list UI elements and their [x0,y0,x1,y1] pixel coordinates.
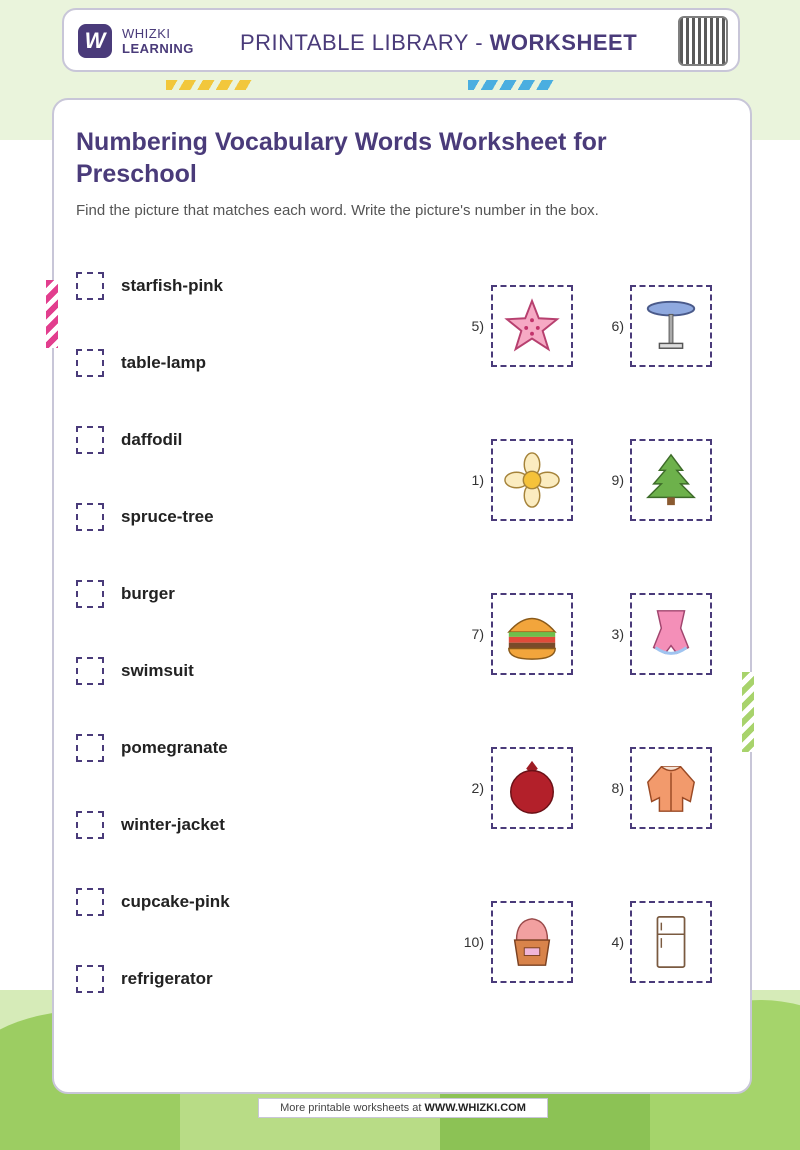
answer-box[interactable] [76,426,104,454]
footer-link[interactable]: WWW.WHIZKI.COM [424,1102,526,1114]
answer-box[interactable] [76,349,104,377]
brand-line2: LEARNING [122,41,194,56]
picture-number: 5) [471,318,484,334]
pink-side-stripes [46,280,58,348]
vocabulary-word: starfish-pink [121,276,224,295]
picture-number: 9) [611,472,624,488]
picture-number: 10) [463,934,484,950]
picture-number: 1) [471,472,484,488]
vocabulary-word: burger [121,584,175,603]
answer-box[interactable] [76,272,104,300]
footer-note [258,1098,548,1118]
picture-card [491,439,573,521]
footer-prefix: More printable worksheets at [280,1102,425,1114]
answer-box[interactable] [76,811,104,839]
answer-box[interactable] [76,965,104,993]
worksheet-instructions: Find the picture that matches each word. Write the picture's number in the box. [76,202,599,219]
green-side-stripes [742,672,754,752]
picture-card [491,901,573,983]
refrigerator-icon [642,913,700,971]
answer-box[interactable] [76,734,104,762]
vocabulary-word: refrigerator [121,969,213,988]
swimsuit-icon [642,605,700,663]
vocabulary-word: table-lamp [121,353,207,372]
brand-name [122,26,194,56]
picture-number: 6) [611,318,624,334]
picture-number: 4) [611,934,624,950]
answer-box[interactable] [76,503,104,531]
picture-card [630,901,712,983]
brand-line1: WHIZKI [122,26,171,41]
picture-card [630,439,712,521]
cupcake-icon [503,913,561,971]
picture-card [491,285,573,367]
winter-jacket-icon [642,759,700,817]
starfish-icon [503,297,561,355]
header-card [62,8,740,72]
picture-number: 8) [611,780,624,796]
vocabulary-word: winter-jacket [121,815,225,834]
burger-icon [503,605,561,663]
answer-box[interactable] [76,580,104,608]
whizki-logo[interactable]: W [78,24,112,58]
picture-card [630,593,712,675]
library-prefix: PRINTABLE LIBRARY - [240,30,490,55]
vocabulary-word: swimsuit [121,661,194,680]
picture-number: 3) [611,626,624,642]
answer-box[interactable] [76,657,104,685]
vocabulary-word: spruce-tree [121,507,214,526]
picture-card [491,593,573,675]
yellow-stripes [166,80,252,90]
blue-stripes [468,80,554,90]
library-title [240,30,637,56]
library-bold: WORKSHEET [489,30,638,55]
worksheet-title: Numbering Vocabulary Words Worksheet for Preschool [76,128,607,188]
picture-number: 7) [471,626,484,642]
picture-number: 2) [471,780,484,796]
daffodil-icon [503,451,561,509]
pomegranate-icon [503,759,561,817]
vocabulary-word: cupcake-pink [121,892,230,911]
picture-card [630,285,712,367]
table-lamp-icon [642,297,700,355]
picture-card [491,747,573,829]
answer-box[interactable] [76,888,104,916]
spruce-tree-icon [642,451,700,509]
vocabulary-word: pomegranate [121,738,228,757]
picture-card [630,747,712,829]
vocabulary-word: daffodil [121,430,183,449]
qr-code-icon[interactable] [678,16,728,66]
